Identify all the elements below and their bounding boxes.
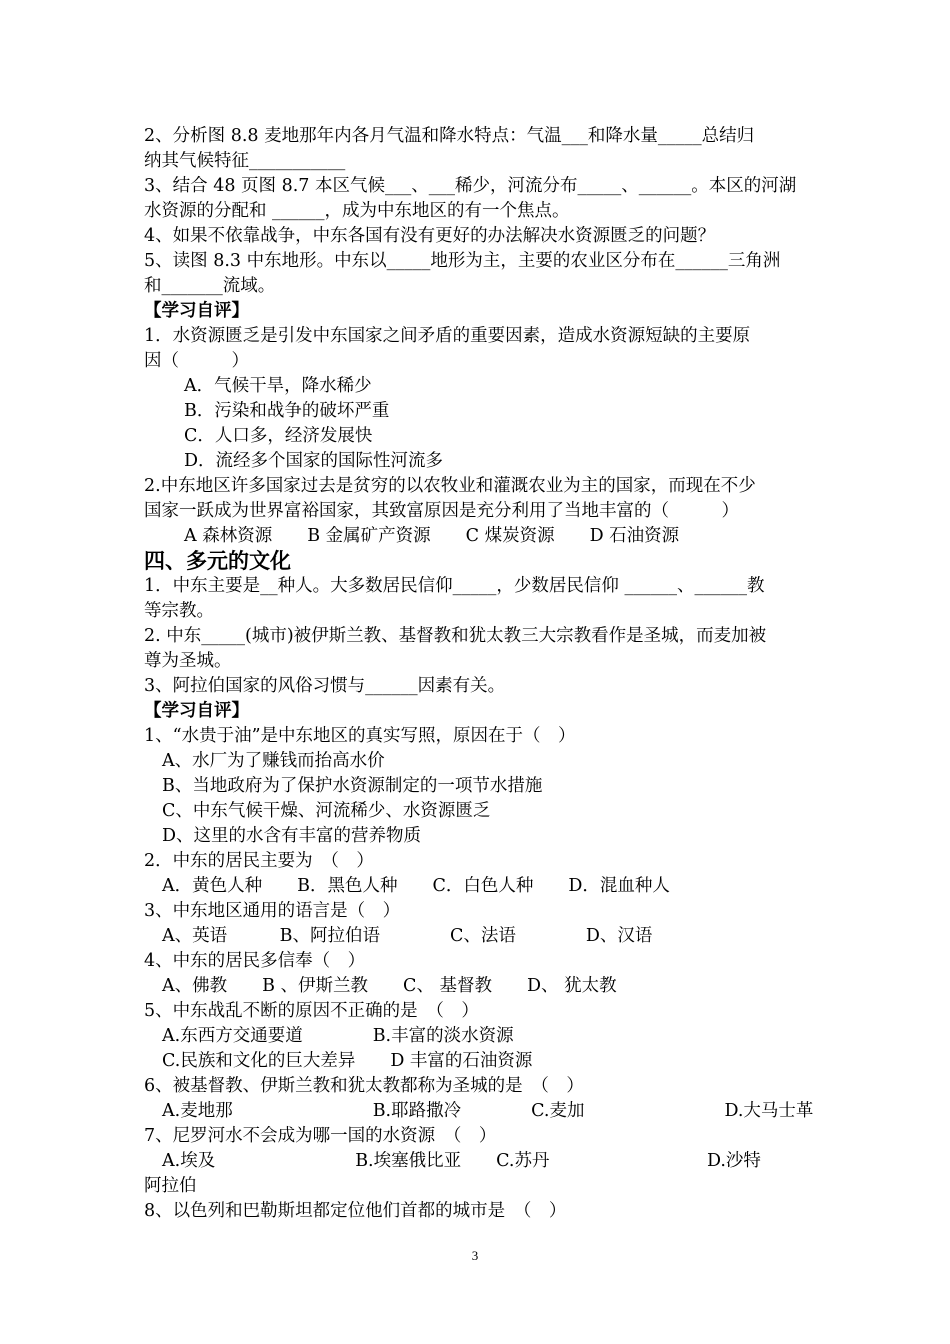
mc-2-line: 2.中东地区许多国家过去是贫穷的以农牧业和灌溉农业为主的国家，而现在不少	[144, 476, 756, 496]
page-content	[144, 124, 814, 1224]
self-assessment-heading: 【学习自评】	[144, 301, 249, 321]
question-5-cont: 和_______流域。	[144, 276, 276, 296]
sa2-q3-options: A、英语 B、阿拉伯语 C、法语 D、汉语	[162, 926, 653, 946]
option-c: C．人口多，经济发展快	[184, 426, 373, 446]
sa2-q4: 4、中东的居民多信奉（ ）	[144, 951, 366, 971]
sa2-q7-cont: 阿拉伯	[144, 1176, 197, 1196]
sa2-q2-options: A．黄色人种 B．黑色人种 C．白色人种 D．混血种人	[162, 876, 670, 896]
mc-1-line: 1．水资源匮乏是引发中东国家之间矛盾的重要因素，造成水资源短缺的主要原	[144, 326, 751, 346]
question-2-cont: 纳其气候特征___________	[144, 151, 346, 171]
option-d: D．流经多个国家的国际性河流多	[184, 451, 444, 471]
sa2-q2: 2．中东的居民主要为 （ ）	[144, 851, 374, 871]
sa2-q5: 5、中东战乱不断的原因不正确的是 （ ）	[144, 1001, 479, 1021]
option-b: B．污染和战争的破坏严重	[184, 401, 390, 421]
question-4-line: 4、如果不依靠战争，中东各国有没有更好的办法解决水资源匮乏的问题？	[144, 226, 716, 246]
question-2-line: 2、分析图 8.8 麦地那年内各月气温和降水特点：气温___和降水量_____总结归	[144, 126, 755, 146]
page-number: 3	[471, 1248, 479, 1263]
question-3-line: 3、结合 48 页图 8.7 本区气候___、___稀少，河流分布_____、______。本区的河湖	[144, 176, 797, 196]
sa2-q6: 6、被基督教、伊斯兰教和犹太教都称为圣城的是 （ ）	[144, 1076, 584, 1096]
mc-1-cont: 因（ ）	[144, 351, 249, 371]
option-a: A．气候干旱，降水稀少	[184, 376, 372, 396]
question-3-cont: 水资源的分配和 ______，成为中东地区的有一个焦点。	[144, 201, 570, 221]
culture-q2-cont: 尊为圣城。	[144, 651, 232, 671]
mc-2-options: A 森林资源 B 金属矿产资源 C 煤炭资源 D 石油资源	[184, 526, 680, 546]
sa2-q1: 1、“水贵于油”是中东地区的真实写照，原因在于（ ）	[144, 726, 576, 746]
sa2-q5-options-1: A.东西方交通要道 B.丰富的淡水资源	[162, 1026, 514, 1046]
sa2-q1-b: B、当地政府为了保护水资源制定的一项节水措施	[162, 776, 543, 796]
sa2-q1-c: C、中东气候干燥、河流稀少、水资源匮乏	[162, 801, 491, 821]
self-assessment-heading-2: 【学习自评】	[144, 701, 249, 721]
sa2-q3: 3、中东地区通用的语言是（ ）	[144, 901, 401, 921]
sa2-q5-options-2: C.民族和文化的巨大差异 D 丰富的石油资源	[162, 1051, 533, 1071]
mc-2-cont: 国家一跃成为世界富裕国家，其致富原因是充分利用了当地丰富的（ ）	[144, 501, 739, 521]
culture-q1-cont: 等宗教。	[144, 601, 214, 621]
sa2-q7-options: A.埃及 B.埃塞俄比亚 C.苏丹 D.沙特	[162, 1151, 761, 1171]
sa2-q4-options: A、佛教 B 、伊斯兰教 C、 基督教 D、 犹太教	[162, 976, 617, 996]
sa2-q1-a: A、水厂为了赚钱而抬高水价	[162, 751, 385, 771]
section-heading: 四、多元的文化	[144, 549, 291, 573]
question-5-line: 5、读图 8.3 中东地形。中东以_____地形为主，主要的农业区分布在______三角洲	[144, 251, 781, 271]
sa2-q6-options: A.麦地那 B.耶路撒冷 C.麦加 D.大马士革	[162, 1101, 814, 1121]
culture-q3-line: 3、阿拉伯国家的风俗习惯与______因素有关。	[144, 676, 506, 696]
sa2-q7: 7、尼罗河水不会成为哪一国的水资源 （ ）	[144, 1126, 497, 1146]
sa2-q1-d: D、这里的水含有丰富的营养物质	[162, 826, 422, 846]
culture-q2-line: 2. 中东_____(城市)被伊斯兰教、基督教和犹太教三大宗教看作是圣城，而麦加被	[144, 626, 767, 646]
sa2-q8: 8、以色列和巴勒斯坦都定位他们首都的城市是 （ ）	[144, 1201, 567, 1221]
culture-q1-line: 1．中东主要是__种人。大多数居民信仰_____，少数居民信仰 ______、______教	[144, 576, 765, 596]
